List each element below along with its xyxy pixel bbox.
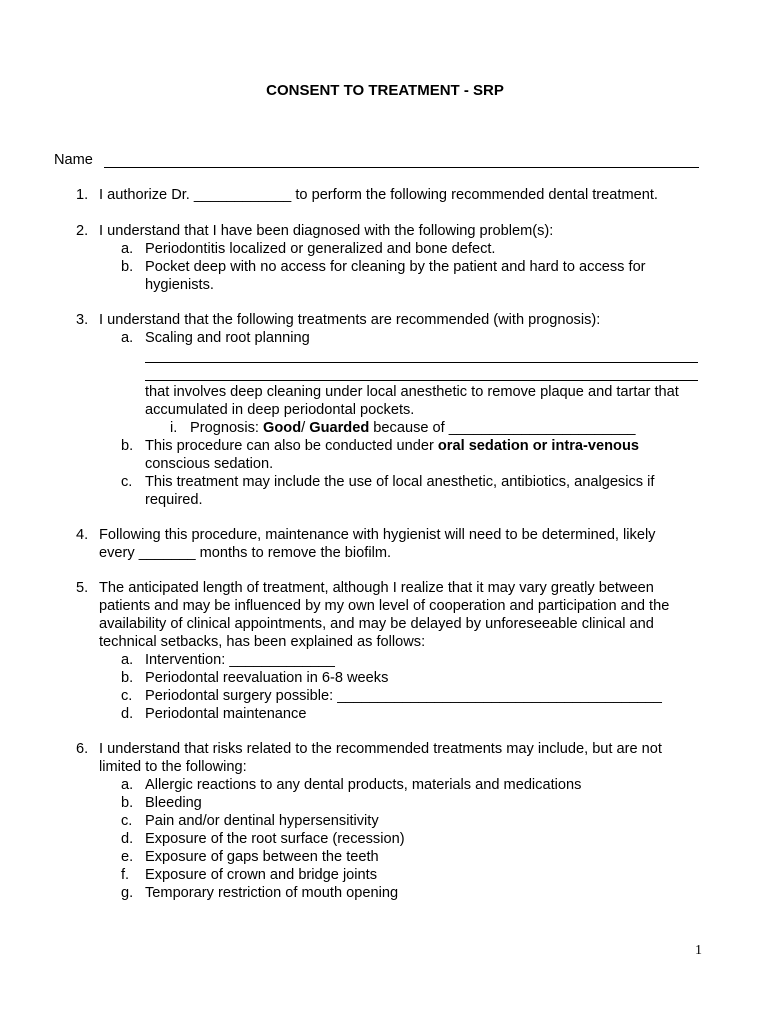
sub-text: This treatment may include the use of local anesthetic, antibiotics, analgesics if [145,474,655,490]
subsub-label: i. [170,420,178,436]
sub-text: hygienists. [145,277,214,293]
sub-label: c. [121,474,133,490]
sub-text: Periodontal maintenance [145,706,307,722]
sub-label: a. [121,652,134,668]
item-number: 2. [76,223,89,239]
prognosis-suffix: because of _______________________ [369,420,636,436]
sub-text: Exposure of crown and bridge joints [145,867,378,883]
sub-label: e. [121,849,134,865]
item-number: 6. [76,741,89,757]
sedation-prefix: This procedure can also be conducted under [145,438,438,454]
sub-text: Exposure of the root surface (recession) [145,831,405,847]
item-number: 5. [76,580,89,596]
sub-text: conscious sedation. [145,456,274,472]
sub-label: b. [121,670,134,686]
prognosis-good: Good [263,420,302,436]
sub-label: b. [121,438,134,454]
sub-text: Periodontitis localized or generalized and bone defect. [145,241,496,257]
sub-text: Periodontal surgery possible: ________________________________________ [145,688,662,704]
item-text: I authorize Dr. ____________ to perform the following recommended dental treatment. [99,187,658,203]
sub-text: Exposure of gaps between the teeth [145,849,379,865]
name-label: Name [54,152,93,168]
sedation-bold: oral sedation or intra-venous [437,438,639,454]
item-number: 1. [76,187,89,203]
sub-text: Intervention: _____________ [145,652,335,668]
sub-text [145,437,705,455]
item-number: 3. [76,312,89,328]
item-text: I understand that I have been diagnosed with the following problem(s): [99,223,554,239]
item-text: Following this procedure, maintenance with hygienist will need to be determined, likely [99,527,656,543]
sub-text: Allergic reactions to any dental products, materials and medications [145,777,582,793]
prognosis-prefix: Prognosis: [190,420,264,436]
sub-text: Scaling and root planning [145,330,310,346]
sub-text: required. [145,492,203,508]
item-text: The anticipated length of treatment, although I realize that it may vary greatly between [99,580,654,596]
item-text: I understand that the following treatments are recommended (with prognosis): [99,312,601,328]
sub-label: c. [121,813,133,829]
treatment-line-1 [145,362,698,363]
item-number: 4. [76,527,89,543]
sub-text: Pocket deep with no access for cleaning by the patient and hard to access for [145,259,646,275]
sub-label: a. [121,330,134,346]
item-text: availability of clinical appointments, and may be delayed by unforeseeable clinical and [99,616,654,632]
item-text: patients and may be influenced by my own level of cooperation and participation and the [99,598,670,614]
sub-text: accumulated in deep periodontal pockets. [145,402,415,418]
prognosis-slash: / [301,420,310,436]
sub-text: Pain and/or dentinal hypersensitivity [145,813,379,829]
sub-text: Temporary restriction of mouth opening [145,885,399,901]
document-title: CONSENT TO TREATMENT - SRP [266,82,504,99]
sub-label: g. [121,885,134,901]
sub-label: a. [121,241,134,257]
sub-label: b. [121,259,134,275]
sub-text: Bleeding [145,795,202,811]
sub-label: d. [121,706,134,722]
sub-label: d. [121,831,134,847]
treatment-line-2 [145,380,698,381]
sub-text: that involves deep cleaning under local anesthetic to remove plaque and tartar that [145,384,679,400]
item-text: limited to the following: [99,759,247,775]
sub-label: c. [121,688,133,704]
name-field-line [104,167,699,168]
sub-text: Periodontal reevaluation in 6-8 weeks [145,670,389,686]
sub-label: f. [121,867,130,883]
item-text: I understand that risks related to the recommended treatments may include, but are not [99,741,662,757]
item-text: every _______ months to remove the biofilm. [99,545,392,561]
prognosis-text [190,419,635,437]
prognosis-guarded: Guarded [309,420,370,436]
sub-label: b. [121,795,134,811]
sub-label: a. [121,777,134,793]
page-number: 1 [695,943,702,958]
item-text: technical setbacks, has been explained as follows: [99,634,426,650]
